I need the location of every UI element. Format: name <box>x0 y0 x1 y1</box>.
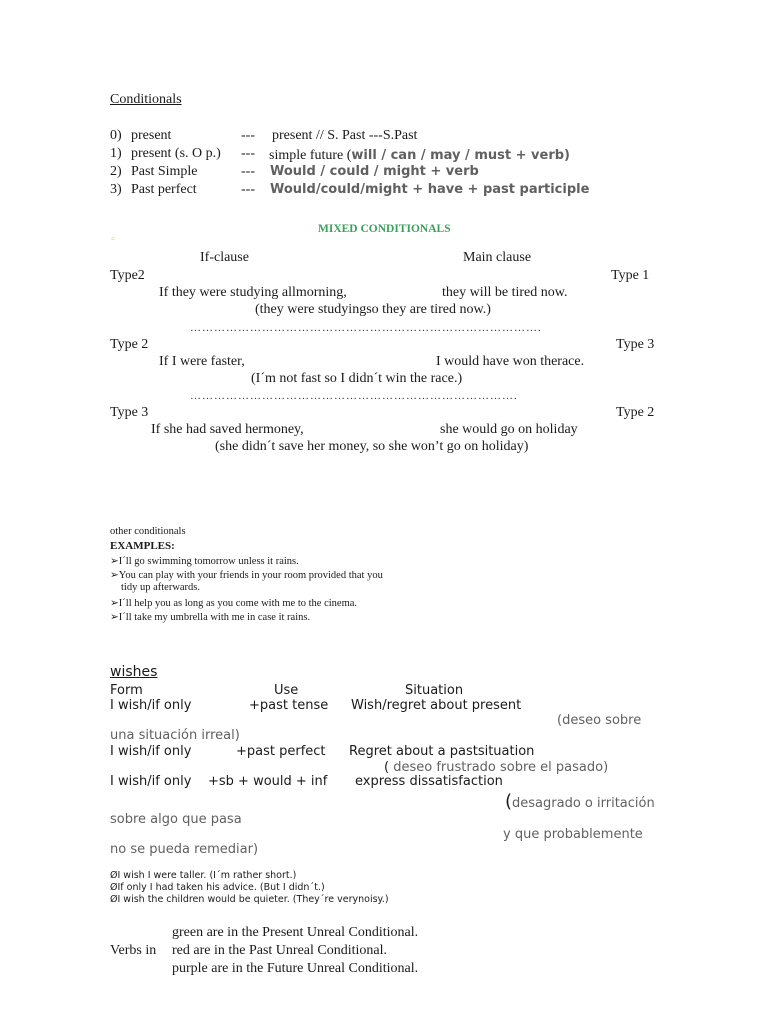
wish-example: ØI wish I were taller. (I´m rather short.) <box>110 870 297 881</box>
legend-line-green: green are in the Present Unreal Conditional. <box>172 925 419 940</box>
wish-row-3-use: +sb + would + inf <box>208 774 328 789</box>
wish-note-2-text: deseo frustrado sobre el pasado) <box>389 760 609 775</box>
example-1-left-type: Type2 <box>110 268 145 283</box>
wish-row-3-form: I wish/if only <box>110 774 192 789</box>
mixed-marker: ° <box>111 236 115 247</box>
wish-row-2-situation: Regret about a pastsituation <box>349 744 535 759</box>
example-2-if: If I were faster, <box>159 354 245 369</box>
other-item: ➢I´ll go swimming tomorrow unless it rains. <box>110 556 299 567</box>
wish-note-2-paren: ( <box>384 760 390 775</box>
other-item: ➢I´ll help you as long as you come with me to the cinema. <box>110 598 358 609</box>
example-2-right-type: Type 3 <box>616 337 655 352</box>
rule-1-right <box>269 146 570 164</box>
rule-3-right: Would/could/might + have + past participle <box>270 182 590 197</box>
example-1-main: they will be tired now. <box>442 285 568 300</box>
wish-note-3d: y que probablemente <box>503 827 643 842</box>
wish-row-1-use: +past tense <box>249 698 329 713</box>
col-form: Form <box>110 683 143 698</box>
rule-1-num: 1) <box>110 146 122 161</box>
rule-2-num: 2) <box>110 164 122 179</box>
example-3-right-type: Type 2 <box>616 405 655 420</box>
examples-label: EXAMPLES: <box>110 540 175 552</box>
col-use: Use <box>274 683 299 698</box>
example-2-explanation: (I´m not fast so I didn´t win the race.) <box>251 371 463 386</box>
if-clause-header: If-clause <box>200 250 249 265</box>
rule-1-right-plain: simple future ( <box>269 148 352 163</box>
example-1-dots: ……………………………………………………………………………. <box>190 322 542 334</box>
rule-1-sep: --- <box>241 146 255 161</box>
wishes-title: wishes <box>110 664 158 680</box>
wish-row-1-situation: Wish/regret about present <box>351 698 522 713</box>
example-3-if: If she had saved hermoney, <box>151 422 304 437</box>
rule-1-right-bold: will / can / may / must + verb) <box>351 148 570 163</box>
wish-row-2-form: I wish/if only <box>110 744 192 759</box>
example-3-left-type: Type 3 <box>110 405 149 420</box>
rule-2-left: Past Simple <box>131 164 198 179</box>
rule-2-sep: --- <box>241 164 255 179</box>
wish-example: ØIf only I had taken his advice. (But I didn´t.) <box>110 882 325 893</box>
wish-note-3c: sobre algo que pasa <box>110 812 242 827</box>
rule-0-num: 0) <box>110 128 122 143</box>
rule-3-left: Past perfect <box>131 182 197 197</box>
example-1-explanation: (they were studyingso they are tired now.) <box>255 302 491 317</box>
wish-note-3-text: desagrado o irritación <box>512 796 655 811</box>
example-2-left-type: Type 2 <box>110 337 149 352</box>
example-3-explanation: (she didn´t save her money, so she won’t go on holiday) <box>215 439 529 454</box>
wish-note-1b: una situación irreal) <box>110 728 240 743</box>
col-situation: Situation <box>405 683 464 698</box>
page-title: Conditionals <box>110 92 182 107</box>
other-item: ➢You can play with your friends in your room provided that you <box>110 570 383 581</box>
other-item: tidy up afterwards. <box>121 582 201 593</box>
example-3-main: she would go on holiday <box>440 422 578 437</box>
rule-3-sep: --- <box>241 182 255 197</box>
rule-1-left: present (s. O p.) <box>131 146 221 161</box>
wish-row-1-form: I wish/if only <box>110 698 192 713</box>
rule-2-right: Would / could / might + verb <box>270 164 479 179</box>
wish-note-3-paren: ( <box>505 791 513 812</box>
rule-0-right: present // S. Past ---S.Past <box>272 128 418 143</box>
legend-prefix: Verbs in <box>110 943 157 958</box>
example-2-main: I would have won therace. <box>436 354 585 369</box>
wish-example: ØI wish the children would be quieter. (They´re verynoisy.) <box>110 894 389 905</box>
rule-3-num: 3) <box>110 182 122 197</box>
wish-note-3 <box>505 791 655 812</box>
other-heading: other conditionals <box>110 526 186 537</box>
main-clause-header: Main clause <box>463 250 532 265</box>
mixed-heading: MIXED CONDITIONALS <box>318 223 451 235</box>
other-item: ➢I´ll take my umbrella with me in case it rains. <box>110 612 311 623</box>
wish-row-3-situation: express dissatisfaction <box>355 774 503 789</box>
legend-line-red: red are in the Past Unreal Conditional. <box>172 943 387 958</box>
wish-note-3e: no se pueda remediar) <box>110 842 259 857</box>
example-1-if: If they were studying allmorning, <box>159 285 347 300</box>
rule-0-left: present <box>131 128 172 143</box>
wish-note-1a: (deseo sobre <box>557 713 642 728</box>
example-2-dots: ………………………………………………………………………. <box>190 390 518 402</box>
wish-row-2-use: +past perfect <box>236 744 326 759</box>
rule-0-sep: --- <box>241 128 255 143</box>
legend-line-purple: purple are in the Future Unreal Conditional. <box>172 961 419 976</box>
example-1-right-type: Type 1 <box>611 268 650 283</box>
